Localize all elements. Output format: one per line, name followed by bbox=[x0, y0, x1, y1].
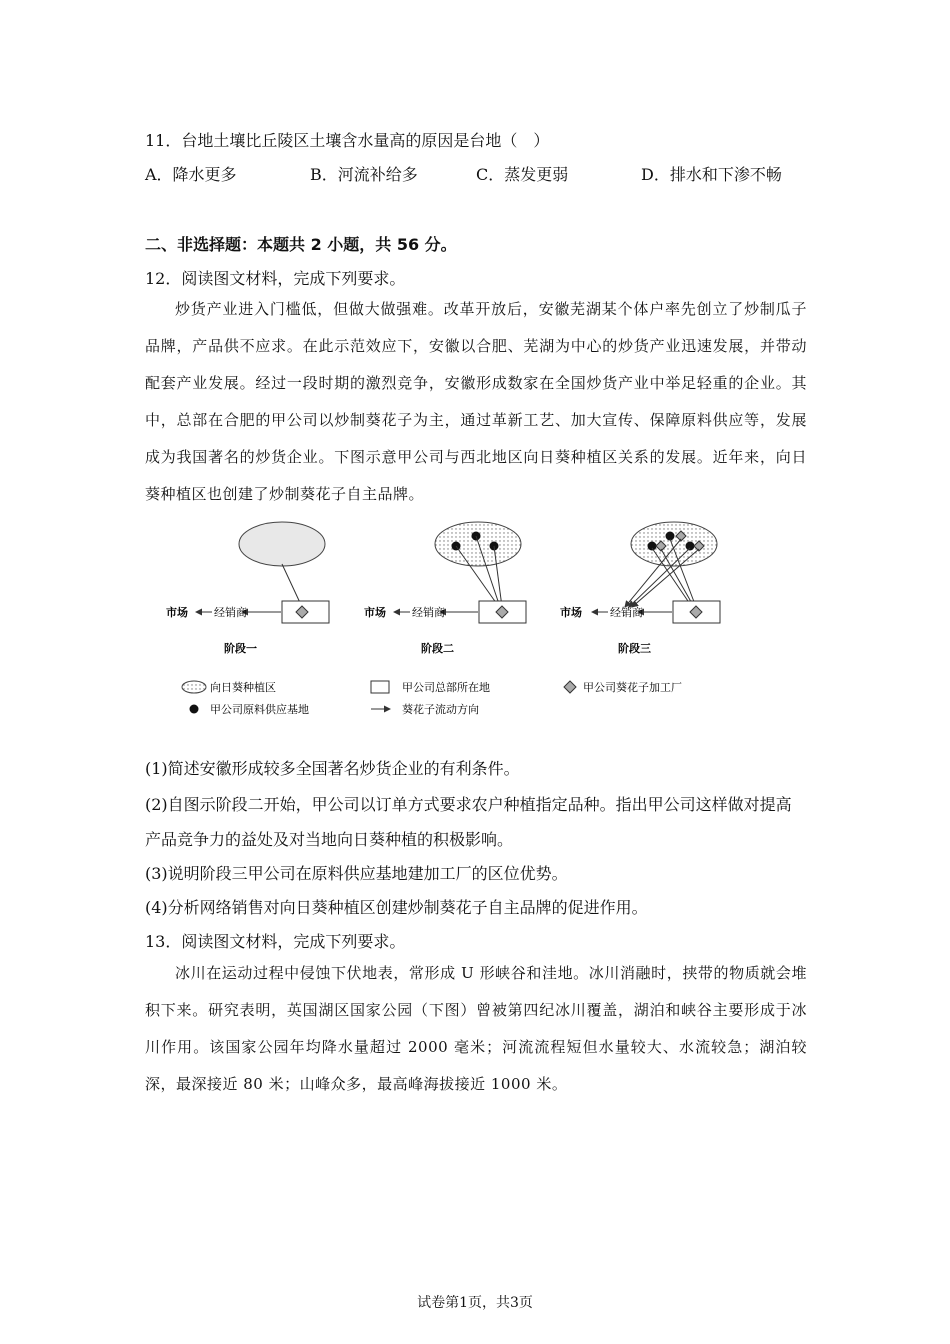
planting-area-shape bbox=[435, 522, 521, 566]
legend-flow: 葵花子流动方向 bbox=[402, 703, 479, 716]
planting-area-shape bbox=[239, 522, 325, 566]
page-footer: 试卷第1页，共3页 bbox=[417, 1295, 533, 1311]
q13-material: 冰川在运动过程中侵蚀下伏地表，常形成 U 形峡谷和洼地。冰川消融时，挟带的物质就会堆积下来。研究表明，英国湖区国家公园（下图）曾被第四纪冰川覆盖，湖泊和峡谷主要形成于冰川作用。该国家公园年均降水量超过 2000 毫米；河流流程短但水量较大、水流较急；湖泊较深，最深接近 80 米；山峰众多，最高峰海拔接近 1000 米。 bbox=[145, 964, 807, 1093]
q12-figure bbox=[150, 515, 750, 725]
q11-option-d: D．排水和下渗不畅 bbox=[641, 165, 782, 184]
dealer-label: 经销商 bbox=[214, 606, 247, 619]
dealer-label: 经销商 bbox=[412, 606, 445, 619]
q12-sub-4: (4)分析网络销售对向日葵种植区创建炒制葵花子自主品牌的促进作用。 bbox=[145, 898, 648, 917]
factory-legend-icon bbox=[564, 681, 576, 693]
supply-base-legend-icon bbox=[190, 705, 199, 714]
stage-1 bbox=[166, 522, 329, 655]
legend-factory: 甲公司葵花子加工厂 bbox=[583, 681, 682, 694]
market-label: 市场 bbox=[364, 606, 386, 619]
market-label: 市场 bbox=[166, 606, 188, 619]
figure-legend bbox=[182, 680, 682, 716]
q12-sub-2: (2)自图示阶段二开始，甲公司以订单方式要求农户种植指定品种。指出甲公司这样做对提高 bbox=[145, 795, 792, 814]
q12-sub-3: (3)说明阶段三甲公司在原料供应基地建加工厂的区位优势。 bbox=[145, 864, 568, 883]
supply-base-dot bbox=[648, 542, 657, 551]
section2-heading: 二、非选择题：本题共 2 小题，共 56 分。 bbox=[145, 235, 457, 254]
planting-area-shape bbox=[631, 522, 717, 566]
q11-option-b: B．河流补给多 bbox=[310, 165, 418, 184]
stage-2 bbox=[364, 522, 526, 655]
supply-base-dot bbox=[686, 542, 695, 551]
planting-area-legend-icon bbox=[182, 681, 206, 693]
market-label: 市场 bbox=[560, 606, 582, 619]
legend-hq: 甲公司总部所在地 bbox=[402, 681, 490, 694]
stage-3 bbox=[560, 522, 720, 655]
q12-sub-1: (1)简述安徽形成较多全国著名炒货企业的有利条件。 bbox=[145, 759, 520, 778]
stage-label: 阶段三 bbox=[618, 642, 651, 655]
q12-material: 炒货产业进入门槛低，但做大做强难。改革开放后，安徽芜湖某个体户率先创立了炒制瓜子品牌，产品供不应求。在此示范效应下，安徽以合肥、芜湖为中心的炒货产业迅速发展，并带动配套产业发展。经过一段时期的激烈竞争，安徽形成数家在全国炒货产业中举足轻重的企业。其中，总部在合肥的甲公司以炒制葵花子为主，通过革新工艺、加大宣传、保障原料供应等，发展成为我国著名的炒货企业。下图示意甲公司与西北地区向日葵种植区关系的发展。近年来，向日葵种植区也创建了炒制葵花子自主品牌。 bbox=[145, 300, 807, 503]
q12-stem: 12．阅读图文材料，完成下列要求。 bbox=[145, 269, 406, 288]
legend-supply-base: 甲公司原料供应基地 bbox=[210, 703, 309, 716]
q11-option-a: A．降水更多 bbox=[145, 165, 237, 184]
q12-sub-2-cont: 产品竞争力的益处及对当地向日葵种植的积极影响。 bbox=[145, 830, 514, 849]
legend-planting-area: 向日葵种植区 bbox=[210, 681, 276, 694]
stage-label: 阶段二 bbox=[421, 642, 454, 655]
dealer-label: 经销商 bbox=[610, 606, 643, 619]
stage-label: 阶段一 bbox=[224, 642, 257, 655]
hq-legend-icon bbox=[371, 681, 389, 693]
q13-stem: 13．阅读图文材料，完成下列要求。 bbox=[145, 932, 406, 951]
q11-option-c: C．蒸发更弱 bbox=[476, 165, 569, 184]
q11-stem: 11．台地土壤比丘陵区土壤含水量高的原因是台地（ ） bbox=[145, 131, 550, 150]
